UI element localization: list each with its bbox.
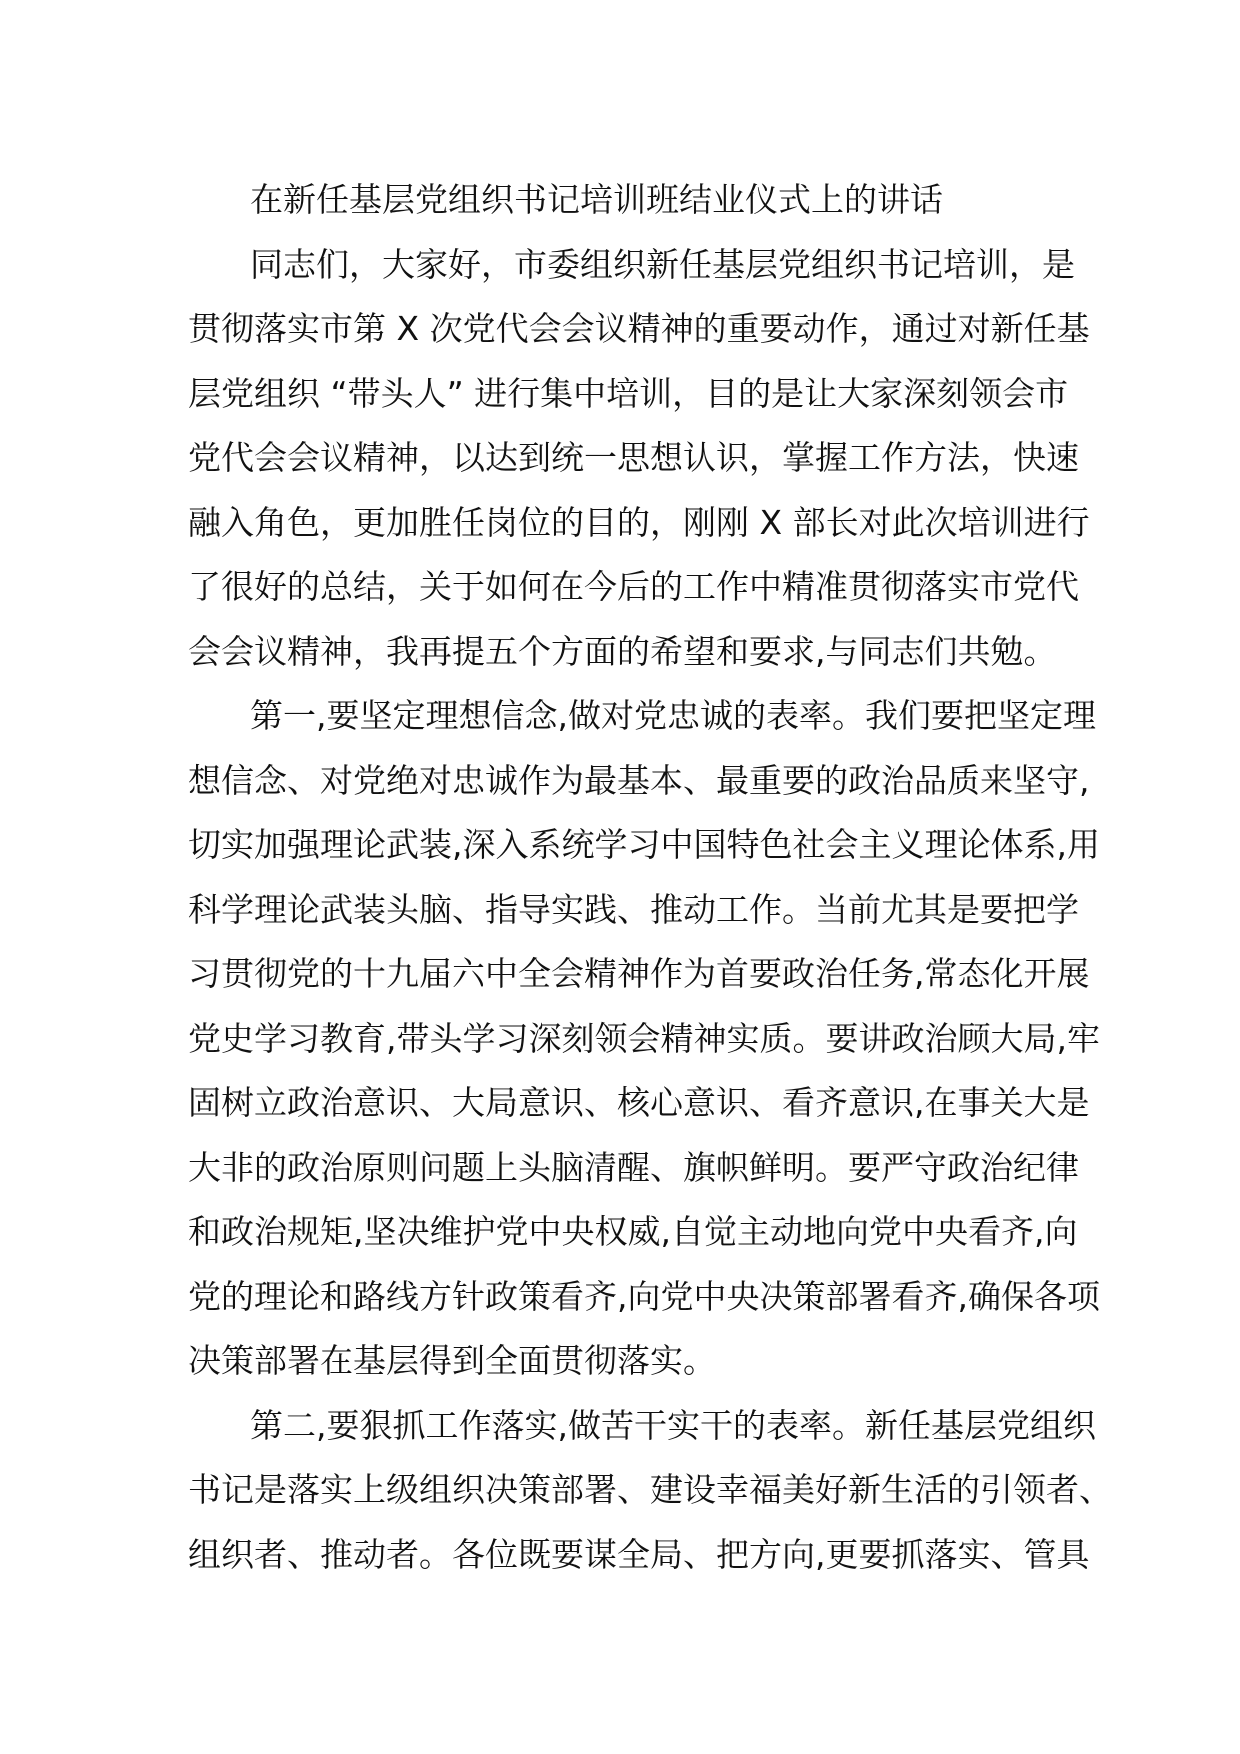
paragraph-line: 书记是落实上级组织决策部署、建设幸福美好新生活的引领者、	[188, 1470, 1112, 1509]
paragraph-line: 党的理论和路线方针政策看齐,向党中央决策部署看齐,确保各项	[188, 1276, 1100, 1316]
paragraph-line: 党史学习教育,带头学习深刻领会精神实质。要讲政治顾大局,牢	[188, 1018, 1100, 1058]
paragraph-line: 想信念、对党绝对忠诚作为最基本、最重要的政治品质来坚守,	[188, 760, 1090, 800]
document-body	[188, 168, 1112, 1587]
paragraph-line: 习贯彻党的十九届六中全会精神作为首要政治任务,常态化开展	[188, 954, 1090, 993]
paragraph-line: 科学理论武装头脑、指导实践、推动工作。当前尤其是要把学	[188, 889, 1079, 929]
document-title: 在新任基层党组织书记培训班结业仪式上的讲话	[250, 180, 943, 219]
paragraph-line: 会会议精神，我再提五个方面的希望和要求,与同志们共勉。	[188, 631, 1057, 671]
paragraph-line: 切实加强理论武装,深入系统学习中国特色社会主义理论体系,用	[188, 825, 1100, 864]
paragraph-first-line: 同志们，大家好，市委组织新任基层党组织书记培训，是	[250, 244, 1075, 284]
paragraph-line: 贯彻落实市第 X 次党代会会议精神的重要动作，通过对新任基	[188, 309, 1090, 348]
paragraph-line: 决策部署在基层得到全面贯彻落实。	[188, 1341, 716, 1380]
paragraph-line: 了很好的总结，关于如何在今后的工作中精准贯彻落实市党代	[188, 567, 1079, 606]
paragraph-line: 固树立政治意识、大局意识、核心意识、看齐意识,在事关大是	[188, 1083, 1090, 1122]
paragraph-line: 和政治规矩,坚决维护党中央权威,自觉主动地向党中央看齐,向	[188, 1212, 1078, 1251]
paragraph-line: 融入角色，更加胜任岗位的目的，刚刚 X 部长对此次培训进行	[188, 502, 1090, 542]
paragraph-first-line: 第二,要狠抓工作落实,做苦干实干的表率。新任基层党组织	[250, 1405, 1096, 1445]
paragraph-line: 层党组织 “带头人” 进行集中培训，目的是让大家深刻领会市	[188, 373, 1069, 413]
paragraph-line: 大非的政治原则问题上头脑清醒、旗帜鲜明。要严守政治纪律	[188, 1147, 1079, 1187]
paragraph-line: 党代会会议精神，以达到统一思想认识，掌握工作方法，快速	[188, 438, 1079, 477]
paragraph-line: 组织者、推动者。各位既要谋全局、把方向,更要抓落实、管具	[188, 1534, 1090, 1574]
paragraph-first-line: 第一,要坚定理想信念,做对党忠诚的表率。我们要把坚定理	[250, 696, 1096, 735]
